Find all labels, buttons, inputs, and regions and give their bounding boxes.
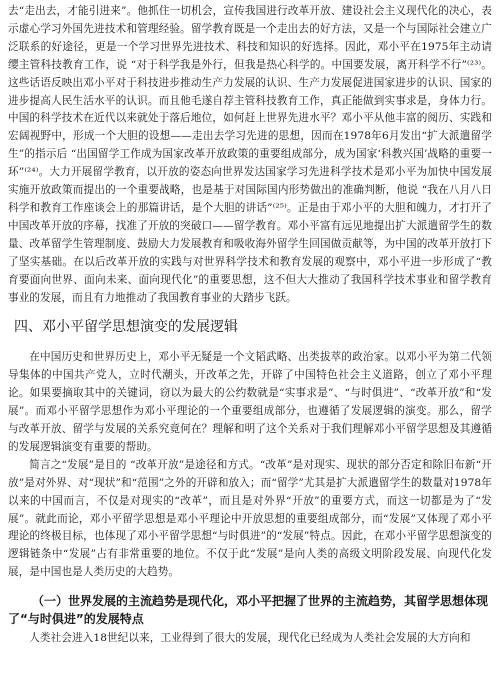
body-paragraph-3: 简言之“发展”是目的 “改革开放”是途径和方式。“改革”是对现实、现状的部分否定和除旧布新“开放”是对外界、对“现状”和“范围”之外的开辟和放入；而“留学”尤其是扩大派遣留学生的数量对1978年以来的中国而言，不仅是对现实的“改革”，而且是对外界“开放”的重要方式，而这一切都是为了“发展”。就此而论，邓小平留学思想是邓小平理论中开放思想的重要组成部分，而“发展”又体现了邓小平理论的终极目标，也体现了邓小平留学思想“与时俱进”的“发展”特点。因此，在邓小平留学思想演变的逻辑链条中“发展”占有非常重要的地位。不仅于此“发展”是向人类的高级文明阶段发展、向现代化发展，是中国也是人类历史的大趋势。 <box>8 458 492 579</box>
section-heading: 四、邓小平留学思想演变的发展逻辑 <box>14 319 238 336</box>
body-paragraph-2: 在中国历史和世界历史上，邓小平无疑是一个文韬武略、出类拔萃的政治家。以邓小平为第二代领导集体的中国共产党人，立时代潮头，开改革之先，开辟了中国特色社会主义道路，创立了邓小平理论。如果要摘取其中的关键词，窃以为最大的公约数就是“实事求是”、“与时俱进”、“改革开放”和“发展”。而邓小平留学思想作为邓小平理论的一个重要组成部分，也遵循了发展逻辑的演变。那么，留学与改革开放、留学与发展的关系究竟何在？理解和明了这个关系对于我们理解邓小平留学思想及其遵循的发展逻辑演变有重要的帮助。 <box>8 351 492 453</box>
body-paragraph-1: 去“走出去，才能引进来”。他抓住一切机会，宣传我国进行改革开放、建设社会主义现代化的决心，表示虚心学习外国先进技术和管理经验。留学教育既是一个走出去的好方法，又是一个与国际社会建立广泛联系的好途径，更是一个学习世界先进技术、科技和知识的好选择。因此，邓小平在1975年主动请缨主管科技教育工作，说 “对于科学我是外行，但我是热心科学的。中国要发展，离开科学不行”⁽²³⁾。这些话语反映出邓小平对于科技进步推动生产力发展的认识、生产力发展促进国家进步的认识、国家的进步提高人民生活水平的认识。而且他毛遂自荐主管科技教育工作，真正能做到实事求是，身体力行。中国的科学技术在近代以来就处于落后地位，如何赶上世界先进水平？邓小平从他丰富的阅历、实践和宏阔视野中，形成一个大胆的设想——走出去学习先进的思想，因而在1978年6月发出“扩大派遣留学生”的指示后 “出国留学工作成为国家改革开放政策的重要组成部分，成为国家‘科教兴国’战略的重要一环”⁽²⁴⁾。大力开展留学教育，以开放的姿态向世界发达国家学习先进科学技术是邓小平为加快中国发展实施开放政策而提出的一个重要战略，也是基于对国际国内形势做出的准确判断，他说 “我在八月八日科学和教育工作座谈会上的那篇讲话，是个大胆的讲话”⁽²⁵⁾。正是由于邓小平的大胆和魄力，才打开了中国改革开放的序幕，找准了开放的突破口——留学教育。邓小平富有远见地提出扩大派遣留学生的数量、改革留学生管理制度、鼓励大力发展教育和吸收海外留学生回国做贡献等，为中国的改革开放打下了坚实基础。在以后改革开放的实践与对世界科学技术和教育发展的观察中，邓小平进一步形成了“教育要面向世界、面向未来、面向现代化”的重要思想，这不但大大推动了我国科学技术事业和留学教育事业的发展，而且有力地推动了我国教育事业的大踏步飞跃。 <box>8 5 492 304</box>
subsection-heading: （一）世界发展的主流趋势是现代化，邓小平把握了世界的主流趋势，其留学思想体现了“与时俱进”的发展特点 <box>8 594 489 627</box>
body-paragraph-4: 人类社会进入18世纪以来，工业得到了很大的发展，现代化已经成为人类社会发展的大方向和 <box>29 632 471 645</box>
